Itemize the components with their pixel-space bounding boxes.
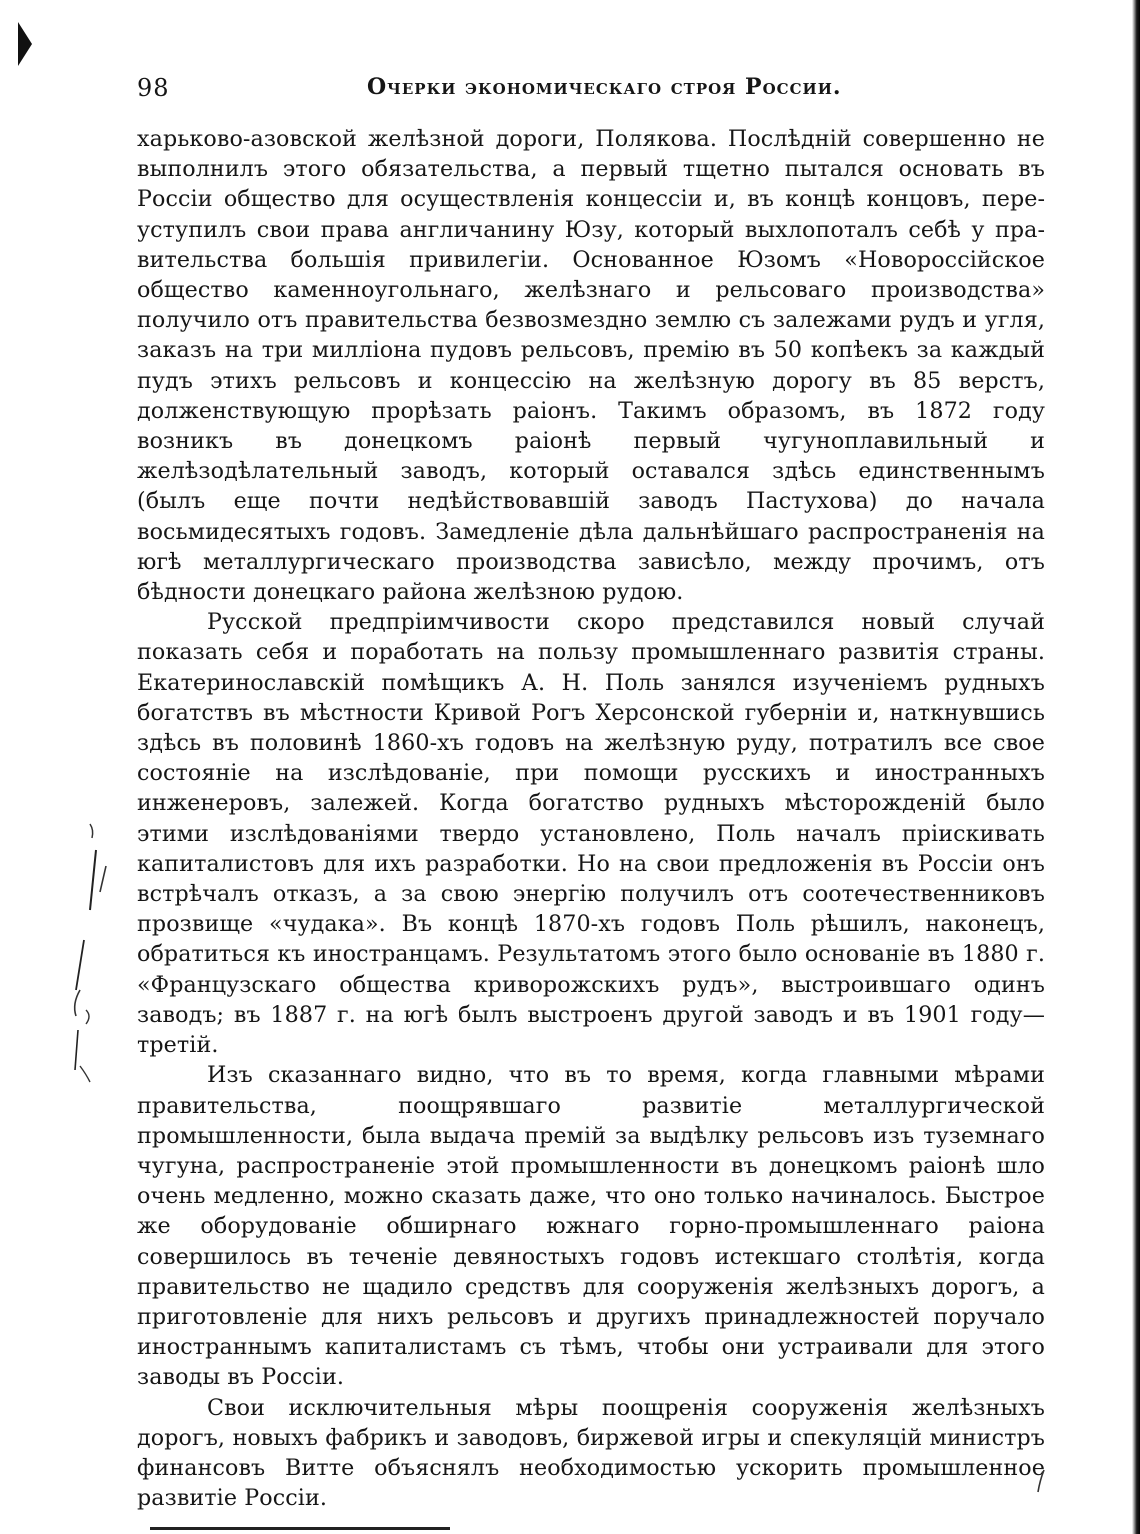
running-title: Очерки экономическаго строя России.	[367, 74, 842, 100]
paragraph: Изъ сказаннаго видно, что въ то время, когда главными мѣрами правительства, поощрявшаго развитiе металлургической промышленности, была выдача премiй за выдѣлку рельсовъ изъ туземнаго чугуна, распространенiе этой промышленности въ донецкомъ раiонѣ шло очень медленно, можно сказать даже, что оно только начиналось. Быстрое же оборудованiе обширнаго южнаго горно-промышленнаго раiона совершилось въ теченiе девяностыхъ годовъ истекшаго столѣтiя, когда правительство не щадило средствъ для сооруженiя желѣзныхъ дорогъ, а приготовленiе для нихъ рельсовъ и другихъ принадлежностей поручало иностраннымъ капиталистамъ съ тѣмъ, чтобы они устраивали для этого заводы въ Россiи.	[137, 1062, 1045, 1391]
paragraph: Свои исключительныя мѣры поощренiя сооруженiя желѣзныхъ дорогъ, новыхъ фабрикъ и заводовъ, биржевой игры и спекуляцiй министръ финансовъ Витте объяснялъ необходимостью ускорить промышленное развитiе Россiи.	[137, 1394, 1045, 1512]
page-header	[137, 74, 1045, 108]
stray-mark	[1034, 1468, 1048, 1496]
scan-right-edge	[1132, 0, 1140, 1534]
scan-edge-mark	[18, 22, 32, 66]
bottom-rule	[150, 1527, 450, 1530]
body-text	[137, 124, 1045, 1513]
page-number: 98	[137, 74, 170, 102]
margin-pencil-marks	[60, 820, 110, 1090]
paragraph: харьково-азовской желѣзной дороги, Полякова. Послѣднiй совершенно не выполнилъ этого обязательства, а первый тщетно пытался основать въ Россiи общество для осуществленiя концессiи и, въ концѣ концовъ, переуступилъ свои права англичанину Юзу, который выхлопоталъ себѣ у правительства большiя привилегiи. Основанное Юзомъ «Новороссiйское общество каменноугольнаго, желѣзнаго и рельсоваго производства» получило отъ правительства безвозмездно землю съ залежами рудъ и угля, заказъ на три милліона пудовъ рельсовъ, премiю въ 50 копѣекъ за каждый пудъ этихъ рельсовъ и концессiю на желѣзную дорогу въ 85 верстъ, долженствующую прорѣзать раiонъ. Такимъ образомъ, въ 1872 году возникъ въ донецкомъ раiонѣ первый чугуноплавильный и желѣзодѣлательный заводъ, который оставался здѣсь единственнымъ (былъ еще почти недѣйствовавшiй заводъ Пастухова) до начала восьмидесятыхъ годовъ. Замедленiе дѣла дальнѣйшаго распространенiя на югѣ металлургическаго производства зависѣло, между прочимъ, отъ бѣдности донецкаго района желѣзною рудою.	[137, 126, 1045, 606]
paragraph: Русской предпрiимчивости скоро представился новый случай показать себя и поработать на пользу промышленнаго развитiя страны. Екатеринославскiй помѣщикъ А. Н. Поль занялся изученiемъ рудныхъ богатствъ въ мѣстности Кривой Рогъ Херсонской губернiи и, наткнувшись здѣсь въ половинѣ 1860-хъ годовъ на желѣзную руду, потратилъ все свое состоянiе на изслѣдованiе, при помощи русскихъ и иностранныхъ инженеровъ, залежей. Когда богатство рудныхъ мѣсторожденiй было этими изслѣдованiями твердо установлено, Поль началъ прiискивать капиталистовъ для ихъ разработки. Но на свои предложенiя въ Россiи онъ встрѣчалъ отказъ, а за свою энергiю получилъ отъ соотечественниковъ прозвище «чудака». Въ концѣ 1870-хъ годовъ Поль рѣшилъ, наконецъ, обратиться къ иностранцамъ. Результатомъ этого было основанiе въ 1880 г. «Французскаго общества криворожскихъ рудъ», выстроившаго одинъ заводъ; въ 1887 г. на югѣ былъ выстроенъ другой заводъ и въ 1901 году—третiй.	[137, 609, 1045, 1059]
